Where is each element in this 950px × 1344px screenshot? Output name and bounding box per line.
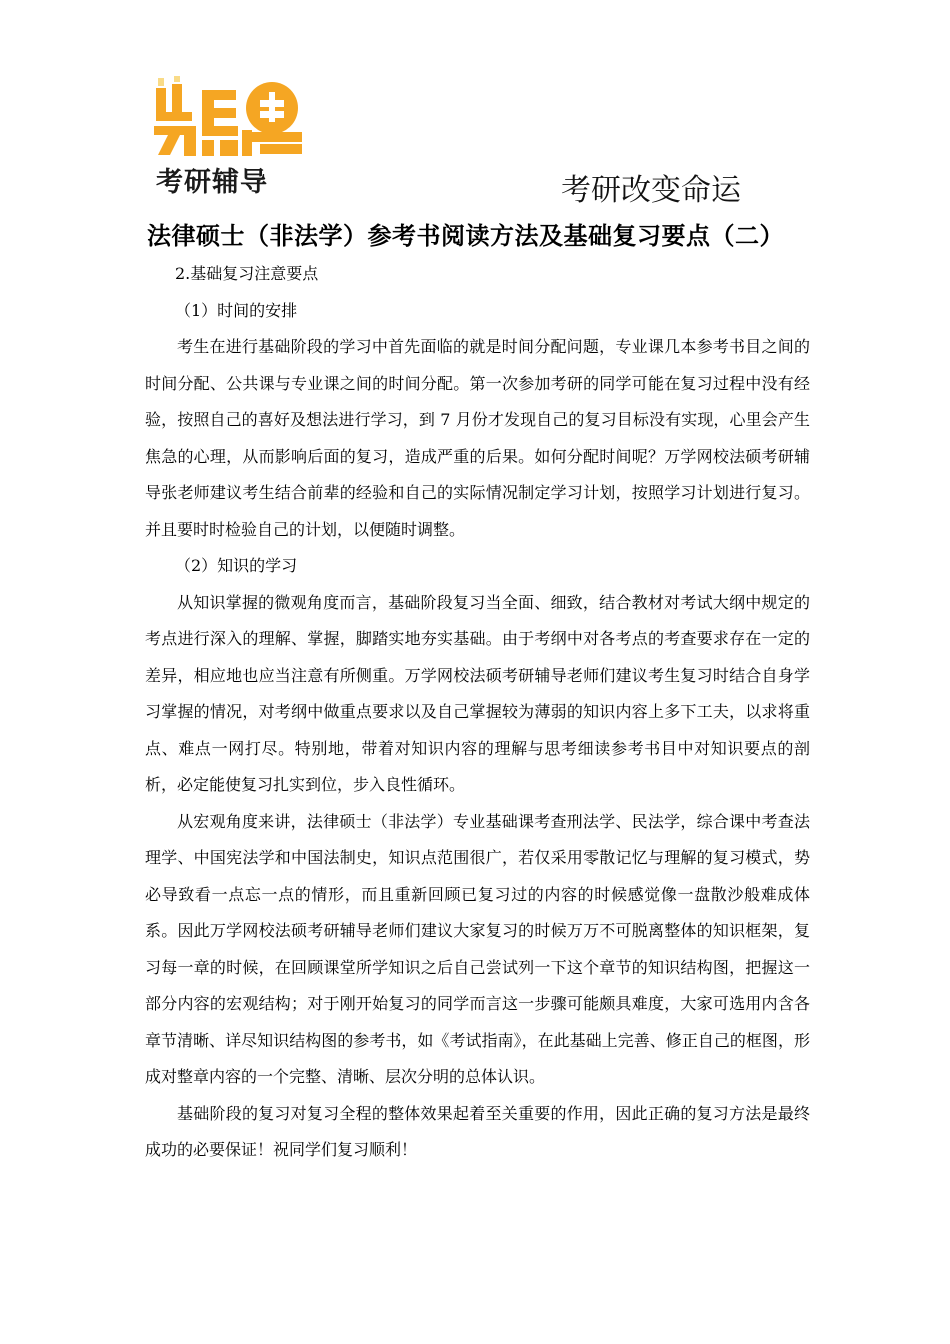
- slogan: 考研改变命运: [561, 173, 741, 208]
- paragraph: 从宏观角度来讲，法律硕士（非法学）专业基础课考查刑法学、民法学，综合课中考查法理学、中国宪法学和中国法制史，知识点范围很广，若仅采用零散记忆与理解的复习模式，势必导致看一点忘一点的情形，而且重新回顾已复习过的内容的时候感觉像一盘散沙般难成体系。因此万学网校法硕考研辅导老师们建议大家复习的时候万万不可脱离整体的知识框架，复习每一章的时候，在回顾课堂所学知识之后自己尝试列一下这个章节的知识结构图，把握这一部分内容的宏观结构；对于刚开始复习的同学而言这一步骤可能颇具难度，大家可选用内含各章节清晰、详尽知识结构图的参考书，如《考试指南》，在此基础上完善、修正自己的框图，形成对整章内容的一个完整、清晰、层次分明的总体认识。: [145, 811, 810, 1086]
- section-heading: 2.基础复习注意要点: [175, 264, 319, 283]
- page-title: 法律硕士（非法学）参考书阅读方法及基础复习要点（二）: [147, 222, 784, 250]
- subsection-heading-knowledge: （2）知识的学习: [175, 556, 298, 575]
- kaicheng-logo: [150, 74, 310, 202]
- paragraph: 基础阶段的复习对复习全程的整体效果起着至关重要的作用，因此正确的复习方法是最终成功的必要保证！祝同学们复习顺利！: [145, 1103, 810, 1159]
- document-body: [145, 256, 810, 1169]
- subsection-heading-time: （1）时间的安排: [175, 300, 298, 320]
- paragraph: 从知识掌握的微观角度而言，基础阶段复习当全面、细致，结合教材对考试大纲中规定的考点进行深入的理解、掌握，脚踏实地夯实基础。由于考纲中对各考点的考查要求存在一定的差异，相应地也应当注意有所侧重。万学网校法硕考研辅导老师们建议考生复习时结合自身学习掌握的情况，对考纲中做重点要求以及自己掌握较为薄弱的知识内容上多下工夫，以求将重点、难点一网打尽。特别地，带着对知识内容的理解与思考细读参考书目中对知识要点的剖析，必定能使复习扎实到位，步入良性循环。: [145, 592, 810, 794]
- kaicheng-logo-icon: [150, 74, 310, 160]
- logo-subtitle: 考研辅导: [156, 167, 268, 198]
- paragraph: 考生在进行基础阶段的学习中首先面临的就是时间分配问题，专业课几本参考书目之间的时间分配、公共课与专业课之间的时间分配。第一次参加考研的同学可能在复习过程中没有经验，按照自己的喜好及想法进行学习，到 7 月份才发现自己的复习目标没有实现，心里会产生焦急的心理，从而影响后面的复习，造成严重的后果。如何分配时间呢？万学网校法硕考研辅导张老师建议考生结合前辈的经验和自己的实际情况制定学习计划，按照学习计划进行复习。并且要时时检验自己的计划，以便随时调整。: [145, 337, 810, 539]
